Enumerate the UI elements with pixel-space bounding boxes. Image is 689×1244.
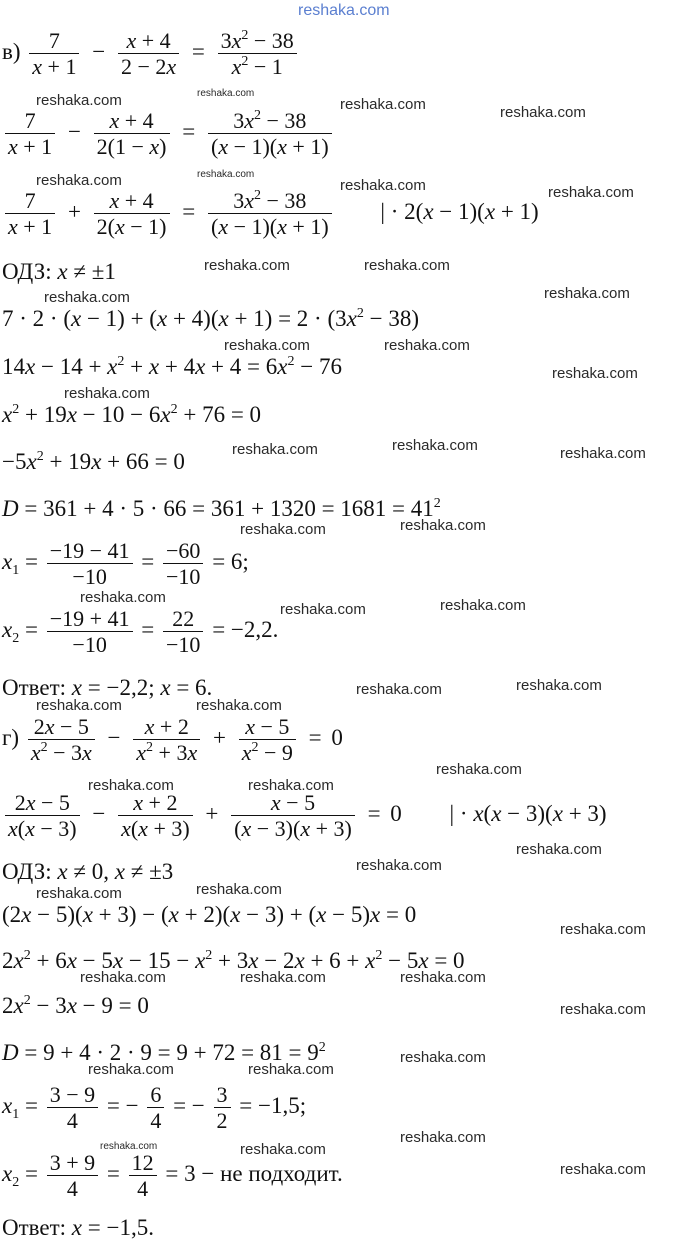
watermark: reshaka.com [80,589,166,606]
equation-line: в) $\frac{7}{x + 1}$ − $\frac{x + 4}{2 - 2x}$ = $\frac{3x^2 - 38}{x^2 - 1}$ [2,28,300,80]
watermark: reshaka.com [560,1001,646,1018]
watermark: reshaka.com [36,92,122,109]
watermark: reshaka.com [516,677,602,694]
fraction: $\frac{3x^2 - 38}{x^2 - 1}$ [218,28,297,80]
watermark: reshaka.com [298,2,390,19]
watermark: reshaka.com [392,437,478,454]
watermark: reshaka.com [548,184,634,201]
watermark: reshaka.com [240,521,326,538]
watermark: reshaka.com [100,1141,158,1152]
equation-line: $2x^2 - 3x - 9 = 0$ [2,993,149,1018]
watermark: reshaka.com [400,1129,486,1146]
watermark: reshaka.com [436,761,522,778]
watermark: reshaka.com [224,337,310,354]
discriminant-line: $D = 361 + 4 \cdot 5 \cdot 66 = 361 + 1320 = 1681 = 41^2$ [2,496,441,521]
watermark: reshaka.com [232,441,318,458]
equation-line: $x^2 + 19x - 10 - 6x^2 + 76 = 0$ [2,402,262,427]
watermark: reshaka.com [356,681,442,698]
watermark: reshaka.com [36,885,122,902]
equation-line: $\frac{2x - 5}{x(x - 3)}$ − $\frac{x + 2}{x(x + 3)}$ + $\frac{x - 5}{(x - 3)(x + 3)}$ = 0 | · x(x − 3)(x + 3) [2,790,607,842]
watermark: reshaka.com [544,285,630,302]
watermark: reshaka.com [340,96,426,113]
equation-line: (2x − 5)(x + 3) − (x + 2)(x − 3) + (x − 5)x = 0 [2,902,417,927]
watermark: reshaka.com [356,857,442,874]
answer-line: Ответ: x = −1,5. [2,1215,154,1240]
watermark: reshaka.com [560,921,646,938]
part-label: в) [2,39,21,65]
watermark: reshaka.com [364,257,450,274]
watermark: reshaka.com [80,969,166,986]
watermark: reshaka.com [36,697,122,714]
watermark: reshaka.com [196,697,282,714]
watermark: reshaka.com [240,969,326,986]
fraction: $\frac{7}{x + 1}$ [29,28,79,80]
root-line: $x_2$ = $\frac{-19 + 41}{-10}$ = $\frac{22}{-10}$ = −2,2. [2,606,279,658]
watermark: reshaka.com [560,445,646,462]
watermark: reshaka.com [560,1161,646,1178]
watermark: reshaka.com [340,177,426,194]
odz-line: ОДЗ: x ≠ ±1 [2,259,116,284]
fraction: $\frac{x + 4}{2 - 2x}$ [118,28,179,80]
root-line: $x_2$ = $\frac{3 + 9}{4}$ = $\frac{12}{4}$ = 3 − не подходит. [2,1150,343,1202]
watermark: reshaka.com [400,1049,486,1066]
watermark: reshaka.com [552,365,638,382]
watermark: reshaka.com [248,1061,334,1078]
equation-line: $\frac{7}{x + 1}$ + $\frac{x + 4}{2(x - 1)}$ = $\frac{3x^2 - 38}{(x - 1)(x + 1)}$ | · 2(x − 1)(x + 1) [2,188,539,240]
watermark: reshaka.com [44,289,130,306]
watermark: reshaka.com [400,517,486,534]
equation-line: $14x - 14 + x^2 + x + 4x + 4 = 6x^2 - 76$ [2,354,342,379]
root-line: $x_1$ = $\frac{3 - 9}{4}$ = − $\frac{6}{4}$ = − $\frac{3}{2}$ = −1,5; [2,1082,307,1134]
equation-line: $7 \cdot 2 \cdot (x - 1) + (x + 4)(x + 1) = 2 \cdot (3x^2 - 38)$ [2,306,419,331]
watermark: reshaka.com [196,881,282,898]
answer-line: Ответ: x = −2,2; x = 6. [2,675,213,700]
equation-line: $2x^2 + 6x - 5x - 15 - x^2 + 3x - 2x + 6 + x^2 - 5x = 0$ [2,948,465,973]
discriminant-line: $D = 9 + 4 \cdot 2 \cdot 9 = 9 + 72 = 81 = 9^2$ [2,1040,326,1065]
watermark: reshaka.com [204,257,290,274]
watermark: reshaka.com [64,385,150,402]
watermark: reshaka.com [516,841,602,858]
watermark: reshaka.com [240,1141,326,1158]
watermark: reshaka.com [88,777,174,794]
equation-line: г) $\frac{2x - 5}{x^2 - 3x}$ − $\frac{x + 2}{x^2 + 3x}$ + $\frac{x - 5}{x^2 - 9}$ = 0 [2,714,343,766]
odz-line: ОДЗ: x ≠ 0, x ≠ ±3 [2,859,174,884]
root-line: $x_1$ = $\frac{-19 - 41}{-10}$ = $\frac{-60}{-10}$ = 6; [2,538,249,590]
watermark: reshaka.com [36,172,122,189]
watermark: reshaka.com [400,969,486,986]
watermark: reshaka.com [280,601,366,618]
watermark: reshaka.com [197,169,255,180]
watermark: reshaka.com [197,88,255,99]
watermark: reshaka.com [500,104,586,121]
watermark: reshaka.com [384,337,470,354]
part-label: г) [2,725,20,751]
watermark: reshaka.com [248,777,334,794]
watermark: reshaka.com [88,1061,174,1078]
equation-line: $\frac{7}{x + 1}$ − $\frac{x + 4}{2(1 - x)}$ = $\frac{3x^2 - 38}{(x - 1)(x + 1)}$ [2,108,335,160]
watermark: reshaka.com [440,597,526,614]
equation-line: $-5x^2 + 19x + 66 = 0$ [2,449,185,474]
